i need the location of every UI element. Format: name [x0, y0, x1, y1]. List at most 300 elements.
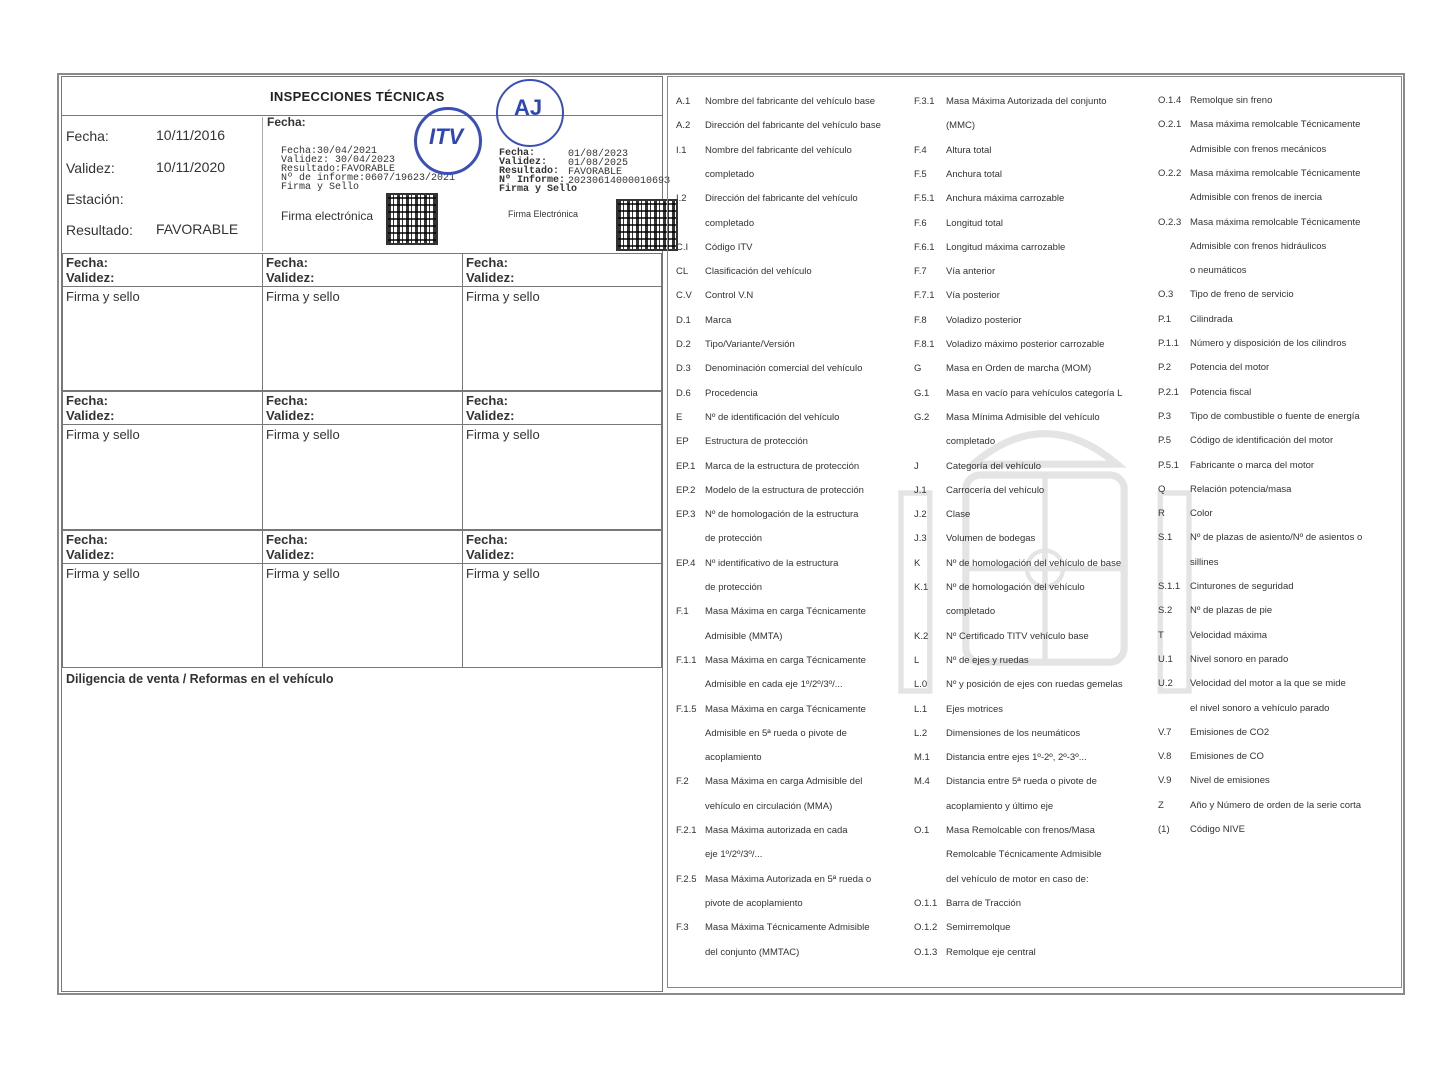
code-description: Control V.N	[705, 290, 754, 302]
code-description: Fabricante o marca del motor	[1190, 459, 1315, 471]
stamp-two-label: Resultado:	[499, 166, 560, 177]
code-description: eje 1º/2º/3º/...	[705, 849, 763, 861]
code-description: Nº de ejes y ruedas	[946, 654, 1029, 666]
code-row	[676, 461, 859, 472]
code-description: Masa máxima remolcable Técnicamente	[1190, 167, 1361, 179]
code-row	[1158, 95, 1272, 106]
code-row	[676, 874, 871, 885]
code-description: Admisible con frenos mecánicos	[1190, 143, 1327, 155]
code-description: Clasificación del vehículo	[705, 266, 812, 278]
code-key: G.2	[914, 411, 930, 423]
code-row	[914, 388, 1122, 399]
code-key: J	[914, 460, 919, 472]
cell-firma-label: Firma y sello	[266, 427, 340, 442]
cell-header	[463, 392, 661, 425]
code-key: L.2	[914, 727, 928, 739]
code-key: CL	[676, 266, 689, 278]
code-row	[914, 801, 1053, 812]
code-row	[676, 752, 762, 763]
code-row	[1158, 630, 1267, 641]
cell-validez-label: Validez:	[266, 547, 315, 562]
code-description: Admisible (MMTA)	[705, 630, 783, 642]
code-row	[1158, 751, 1264, 762]
code-key: F.2	[676, 776, 689, 788]
station-seal-text: AJ	[514, 95, 543, 120]
stamp-two-labels	[499, 149, 577, 194]
inspection-cell	[62, 391, 263, 530]
code-description: Masa Máxima en carga Admisible del	[705, 776, 863, 788]
code-row	[914, 461, 1041, 472]
cell-header	[463, 531, 661, 564]
code-description: Admisible en cada eje 1º/2º/3º/...	[705, 679, 843, 691]
code-description: el nivel sonoro a vehículo parado	[1190, 702, 1330, 714]
code-row	[914, 874, 1089, 885]
code-row	[914, 849, 1102, 860]
code-key: L.1	[914, 703, 928, 715]
code-key: M.1	[914, 752, 930, 764]
code-row	[1158, 338, 1346, 349]
code-description: Número y disposición de los cilindros	[1190, 338, 1347, 349]
code-row	[914, 339, 1104, 350]
code-row	[1158, 217, 1360, 228]
code-row	[676, 315, 731, 326]
code-row	[914, 242, 1065, 253]
code-description: Nº y posición de ejes con ruedas gemelas	[946, 679, 1123, 691]
code-key: O.2.1	[1158, 119, 1182, 131]
code-key: J.3	[914, 533, 927, 545]
code-description: Procedencia	[705, 387, 758, 399]
cell-validez-label: Validez:	[66, 270, 115, 285]
inspection-cell	[262, 391, 463, 530]
code-key: O.3	[1158, 289, 1174, 301]
code-row	[914, 898, 1021, 909]
stamp-one-signature: Firma electrónica	[281, 209, 374, 223]
cell-firma-label: Firma y sello	[66, 289, 140, 304]
code-key: D.6	[676, 387, 691, 399]
code-description: Nombre del fabricante del vehículo	[705, 144, 852, 156]
inspection-cell	[262, 530, 463, 668]
code-row	[914, 922, 1010, 933]
code-row	[676, 290, 753, 301]
code-description: Velocidad del motor a la que se mide	[1190, 678, 1346, 690]
code-row	[676, 266, 812, 277]
stamp-two-label: Validez:	[499, 157, 548, 168]
code-key: K.2	[914, 630, 929, 642]
code-key: F.8.1	[914, 339, 935, 350]
code-description: Tipo de combustible o fuente de energía	[1190, 410, 1360, 422]
code-description: Masa Remolcable con frenos/Masa	[946, 825, 1095, 836]
stamp-two-value: FAVORABLE	[568, 167, 623, 178]
code-row	[676, 655, 866, 666]
code-description: Nº de homologación de la estructura	[705, 509, 859, 521]
code-description: Nº de plazas de pie	[1190, 605, 1273, 617]
code-description: Nombre del fabricante del vehículo base	[705, 96, 876, 107]
code-key: O.1.3	[914, 946, 938, 958]
code-key: M.4	[914, 776, 930, 788]
code-description: Distancia entre 5ª rueda o pivote de	[946, 776, 1097, 788]
code-key: O.2.3	[1158, 216, 1182, 228]
cell-validez-label: Validez:	[66, 408, 115, 423]
code-row	[1158, 265, 1247, 276]
stamp-two-label: Firma y Sello	[499, 184, 578, 195]
code-row	[914, 631, 1089, 642]
code-key: O.1.1	[914, 897, 938, 909]
cell-validez-label: Validez:	[266, 270, 315, 285]
stamp-two	[464, 117, 671, 251]
code-description: Nº de plazas de asiento/Nº de asientos o	[1190, 532, 1363, 544]
code-row	[676, 631, 782, 642]
stamp-one-header: Fecha:	[267, 115, 306, 129]
code-key: V.9	[1158, 775, 1172, 787]
inspection-cell	[262, 253, 463, 391]
code-row	[914, 363, 1091, 374]
code-description: Tipo de freno de servicio	[1190, 289, 1294, 301]
code-description: Velocidad máxima	[1190, 629, 1268, 641]
code-description: Potencia del motor	[1190, 362, 1270, 374]
cell-fecha-label: Fecha:	[466, 532, 508, 547]
stamp-two-signature: Firma Electrónica	[508, 209, 579, 219]
code-description: Semirremolque	[946, 922, 1011, 934]
code-description: Masa Máxima Autorizada del conjunto	[946, 96, 1107, 107]
code-row	[676, 679, 843, 690]
code-row	[676, 801, 832, 812]
code-description: Admisible con frenos de inercia	[1190, 192, 1323, 204]
code-key: F.3	[676, 922, 689, 934]
code-description: acoplamiento y último eje	[946, 800, 1054, 812]
stamp-two-label: Nº Informe:	[499, 175, 566, 186]
code-row	[676, 120, 881, 131]
code-key: EP.3	[676, 509, 696, 521]
code-key: (1)	[1158, 824, 1170, 835]
cell-validez-label: Validez:	[466, 547, 515, 562]
estacion-label: Estación:	[66, 191, 124, 207]
code-key: F.7	[914, 266, 927, 278]
code-description: del conjunto (MMTAC)	[705, 946, 800, 958]
code-row	[1158, 435, 1333, 446]
code-row	[676, 704, 866, 715]
code-description: completado	[705, 168, 755, 180]
code-row	[1158, 678, 1346, 689]
stamp-two-label: Fecha:	[499, 148, 536, 159]
code-key: F.6	[914, 217, 927, 229]
code-row	[676, 606, 866, 617]
code-description: Longitud máxima carrozable	[946, 241, 1066, 253]
code-description: Dirección del fabricante del vehículo base	[705, 120, 881, 132]
code-row	[1158, 192, 1322, 203]
code-key: T	[1158, 629, 1164, 641]
code-key: K.1	[914, 582, 929, 593]
code-row	[914, 96, 1107, 107]
code-description: Nº de homologación del vehículo	[946, 582, 1085, 593]
inspection-cell	[462, 530, 662, 668]
code-row	[676, 728, 847, 739]
code-row	[676, 96, 875, 107]
code-description: Nivel sonoro en parado	[1190, 653, 1289, 665]
code-description: Remolque eje central	[946, 946, 1036, 958]
code-row	[1158, 387, 1251, 398]
code-row	[676, 388, 758, 399]
code-description: Remolque sin freno	[1190, 95, 1273, 106]
code-row	[1158, 824, 1245, 835]
stamp-one-line: Firma y Sello	[281, 182, 360, 193]
code-key: E	[676, 411, 683, 423]
cell-fecha-label: Fecha:	[466, 255, 508, 270]
code-key: C.V	[676, 290, 692, 302]
code-description: Nº identificativo de la estructura	[705, 557, 839, 569]
code-key: G	[914, 363, 922, 375]
code-description: Admisible con frenos hidráulicos	[1190, 240, 1327, 252]
code-description: Vía posterior	[946, 290, 1000, 302]
code-row	[1158, 362, 1269, 373]
code-description: Longitud total	[946, 217, 1004, 229]
code-row	[914, 825, 1095, 836]
cell-header	[463, 254, 661, 287]
code-description: (MMC)	[946, 120, 976, 132]
code-description: del vehículo de motor en caso de:	[946, 873, 1089, 885]
fecha-label: Fecha:	[66, 128, 109, 144]
code-key: D.3	[676, 363, 691, 375]
code-key: A.2	[676, 120, 691, 132]
code-key: Z	[1158, 799, 1164, 811]
code-key: G.1	[914, 387, 930, 399]
code-key: P.1	[1158, 313, 1172, 325]
code-key: F.1	[676, 606, 689, 618]
code-key: P.1.1	[1158, 338, 1179, 349]
code-row	[914, 558, 1121, 569]
code-description: acoplamiento	[705, 752, 762, 764]
code-description: Volumen de bodegas	[946, 533, 1036, 545]
code-row	[1158, 557, 1219, 568]
resultado-label: Resultado:	[66, 222, 133, 238]
stamp-two-value: 2023061400001069З	[568, 176, 671, 187]
cell-fecha-label: Fecha:	[266, 255, 308, 270]
code-description: de protección	[705, 533, 763, 545]
code-row	[914, 145, 991, 156]
panel-title: INSPECCIONES TÉCNICAS	[270, 89, 445, 104]
code-key: C.I	[676, 241, 689, 253]
code-row	[914, 752, 1087, 763]
code-key: S.1.1	[1158, 581, 1181, 592]
code-description: Anchura máxima carrozable	[946, 193, 1065, 205]
code-description: Masa en vacío para vehículos categoría L	[946, 387, 1123, 399]
stamp-one-line: Resultado:FAVORABLE	[281, 164, 396, 175]
code-key: V.7	[1158, 726, 1172, 738]
itv-seal-text: ITV	[429, 124, 464, 149]
code-key: P.2	[1158, 362, 1172, 374]
cell-header	[63, 392, 262, 425]
code-row	[914, 266, 995, 277]
fecha-value: 10/11/2016	[156, 127, 226, 143]
code-key: F.1.5	[676, 703, 697, 715]
stamp-one-line: Validez: 30/04/2023	[281, 155, 396, 166]
code-row	[1158, 775, 1270, 786]
code-row	[676, 169, 754, 180]
code-row	[676, 193, 858, 204]
code-row	[676, 898, 803, 909]
diligencia-title: Diligencia de venta / Reformas en el vehículo	[66, 672, 334, 686]
inspection-cell	[62, 530, 263, 668]
cell-header	[63, 531, 262, 564]
code-key: I.2	[676, 193, 687, 205]
code-description: Nº Certificado TITV vehículo base	[946, 630, 1089, 642]
code-row	[1158, 411, 1360, 422]
code-key: I.1	[676, 144, 687, 156]
code-row	[676, 582, 762, 593]
code-key: U.2	[1158, 678, 1173, 690]
code-row	[914, 509, 970, 520]
cell-fecha-label: Fecha:	[466, 393, 508, 408]
code-key: EP.1	[676, 460, 696, 472]
code-description: Código NIVE	[1190, 824, 1245, 835]
code-description: Emisiones de CO2	[1190, 726, 1270, 738]
code-description: Masa en Orden de marcha (MOM)	[946, 363, 1092, 375]
code-row	[914, 120, 975, 131]
qr-code-icon	[386, 193, 438, 245]
code-row	[1158, 727, 1269, 738]
code-row	[914, 169, 1002, 180]
code-row	[914, 776, 1097, 787]
code-key: K	[914, 557, 921, 569]
code-description: Emisiones de CO	[1190, 751, 1264, 763]
code-row	[676, 412, 839, 423]
code-row	[914, 679, 1123, 690]
code-description: Distancia entre ejes 1º-2º, 2º-3º...	[946, 752, 1087, 764]
code-row	[914, 582, 1085, 593]
code-row	[914, 704, 1003, 715]
code-row	[1158, 119, 1360, 130]
code-row	[676, 947, 799, 958]
code-row	[676, 485, 864, 496]
code-description: Nº de identificación del vehículo	[705, 411, 840, 423]
code-key: L.0	[914, 679, 928, 691]
code-key: EP	[676, 436, 689, 448]
code-key: O.1.4	[1158, 95, 1182, 106]
diligencia-section	[62, 667, 662, 992]
cell-fecha-label: Fecha:	[66, 532, 108, 547]
code-row	[914, 218, 1003, 229]
code-row	[914, 655, 1029, 666]
code-row	[676, 145, 852, 156]
code-description: Altura total	[946, 144, 992, 156]
code-row	[1158, 314, 1233, 325]
cell-firma-label: Firma y sello	[266, 289, 340, 304]
code-key: O.1	[914, 825, 930, 836]
code-row	[1158, 241, 1326, 252]
code-key: F.8	[914, 314, 927, 326]
code-description: Masa Máxima Autorizada en 5ª rueda o	[705, 873, 872, 885]
code-key: F.7.1	[914, 290, 935, 302]
code-key: V.8	[1158, 751, 1172, 763]
cell-header	[263, 254, 462, 287]
code-description: Marca	[705, 314, 732, 326]
code-key: EP.4	[676, 557, 696, 569]
code-row	[676, 436, 808, 447]
code-row	[914, 728, 1080, 739]
cell-fecha-label: Fecha:	[66, 393, 108, 408]
code-key: F.2.1	[676, 825, 697, 836]
stamp-one-line: Nº de informe:0607/19623/2021	[281, 173, 456, 184]
code-key: P.3	[1158, 410, 1172, 422]
code-description: Cinturones de seguridad	[1190, 581, 1294, 592]
code-description: Código ITV	[705, 241, 753, 253]
code-key: F.3.1	[914, 96, 935, 107]
code-description: Dimensiones de los neumáticos	[946, 727, 1081, 739]
code-description: Carrocería del vehículo	[946, 484, 1045, 496]
code-row	[914, 290, 1000, 301]
cell-firma-label: Firma y sello	[266, 566, 340, 581]
code-description: Admisible en 5ª rueda o pivote de	[705, 727, 847, 739]
code-row	[914, 947, 1036, 958]
code-key: S.2	[1158, 605, 1173, 617]
code-row	[1158, 581, 1294, 592]
validez-label: Validez:	[66, 160, 115, 176]
inspection-panel	[61, 76, 671, 992]
code-key: S.1	[1158, 532, 1173, 544]
code-description: vehículo en circulación (MMA)	[705, 800, 833, 812]
code-row	[1158, 532, 1362, 543]
code-row	[676, 825, 848, 836]
code-description: Voladizo máximo posterior carrozable	[946, 339, 1105, 350]
code-row	[1158, 703, 1329, 714]
code-description: de protección	[705, 582, 763, 593]
code-description: Tipo/Variante/Versión	[705, 339, 795, 350]
code-row	[914, 606, 995, 617]
code-description: Categoría del vehículo	[946, 460, 1042, 472]
code-key: F.2.5	[676, 873, 697, 885]
code-description: Masa Máxima Técnicamente Admisible	[705, 922, 870, 934]
code-row	[676, 339, 795, 350]
code-description: Voladizo posterior	[946, 314, 1022, 326]
code-row	[1158, 654, 1288, 665]
code-row	[914, 315, 1022, 326]
stamp-two-value: 01/08/2023	[568, 149, 629, 160]
code-row	[1158, 144, 1326, 155]
code-key: Q	[1158, 483, 1166, 495]
code-description: Color	[1190, 508, 1213, 520]
stamp-two-value: 01/08/2025	[568, 158, 629, 169]
code-key: D.1	[676, 314, 691, 326]
code-key: P.5	[1158, 435, 1172, 447]
code-key: P.5.1	[1158, 459, 1179, 471]
code-row	[1158, 460, 1314, 471]
code-key: L	[914, 654, 920, 666]
code-row	[676, 242, 753, 253]
inspection-cell	[462, 253, 662, 391]
code-description: Masa máxima remolcable Técnicamente	[1190, 216, 1361, 228]
cell-firma-label: Firma y sello	[466, 566, 540, 581]
code-description: Marca de la estructura de protección	[705, 460, 860, 472]
code-key: O.1.2	[914, 922, 938, 934]
stamp-one-line: Fecha:30/04/2021	[281, 146, 378, 157]
code-description: Vía anterior	[946, 266, 996, 278]
code-description: Cilindrada	[1190, 313, 1233, 325]
code-description: Anchura total	[946, 168, 1002, 180]
code-description: completado	[705, 217, 755, 229]
code-key: P.2.1	[1158, 386, 1179, 398]
code-row	[676, 533, 762, 544]
code-description: Masa Máxima en carga Técnicamente	[705, 606, 866, 618]
cell-firma-label: Firma y sello	[66, 427, 140, 442]
code-row	[676, 509, 858, 520]
code-key: F.5	[914, 168, 927, 180]
code-row	[1158, 508, 1213, 519]
code-description: Nivel de emisiones	[1190, 775, 1270, 787]
cell-firma-label: Firma y sello	[66, 566, 140, 581]
code-key: J.2	[914, 509, 927, 521]
panel-header	[62, 77, 662, 116]
code-description: Masa Máxima autorizada en cada	[705, 825, 848, 836]
cell-header	[63, 254, 262, 287]
